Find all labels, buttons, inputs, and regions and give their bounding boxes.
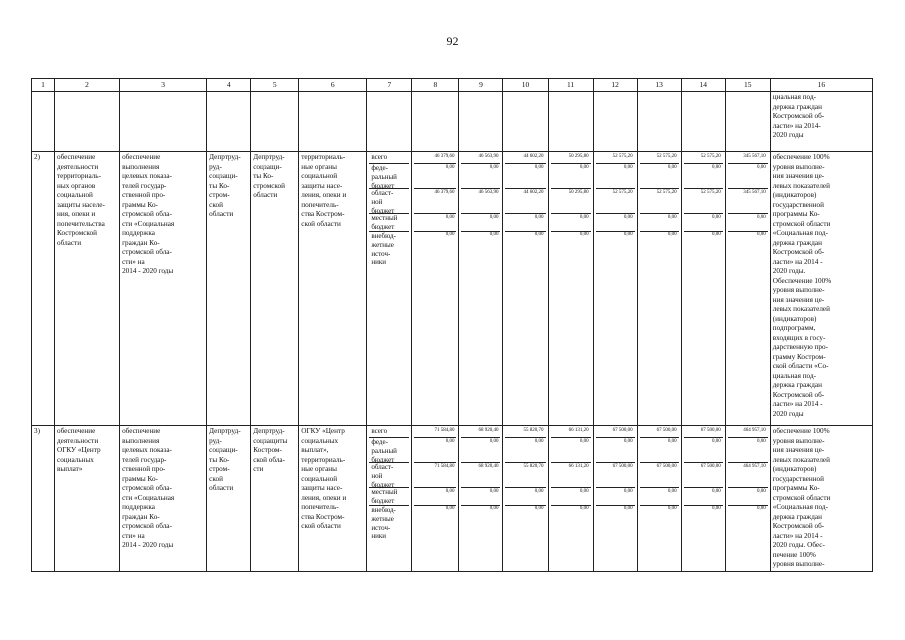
amount-value: 0,00 [505,164,545,189]
amount-value: 0,00 [579,232,589,237]
task-cell: обеспечение деятельности территориаль- ных органов социальной защиты населе- ния, опеки и попечительства Костромской области [55,152,120,426]
amount-value: 0,00 [684,164,723,189]
amount-value: 67 500,00 [684,463,723,488]
amount-value: 67 500,00 [640,427,679,438]
amount-cell [459,152,503,426]
amount-value: 0,00 [757,506,766,511]
continuation-row [32,92,873,152]
amount-value: 68 920,40 [461,463,500,488]
amount-value: 46 379,60 [414,153,456,164]
row-number: 2) [32,152,55,426]
amount-value: 0,00 [640,438,679,463]
amount-value: 464 957,10 [728,463,768,488]
amount-value: 0,00 [640,488,679,506]
program-table [31,78,873,572]
amount-value: 0,00 [461,164,500,189]
amount-cell [681,152,725,426]
amount-value: 0,00 [489,232,499,237]
column-number: 4 [207,79,251,92]
amount-value: 50 295,80 [551,153,591,164]
customer-cell: Депртруд- руд- соцзащи- ты Ко- стром- ской области [207,152,251,426]
amount-value: 345 567,10 [728,189,768,214]
amount-value: 67 500,00 [596,463,635,488]
amount-value: 46 563,90 [461,189,500,214]
amount-value: 0,00 [445,506,455,511]
task-cell: обеспечение деятельности ОГКУ «Центр социальных выплат» [55,426,120,572]
amount-value: 0,00 [640,214,679,232]
amount-cell [593,152,637,426]
amount-value: 0,00 [728,438,768,463]
amount-value: 0,00 [461,488,500,506]
funding-source-label: област- ной бюджет [369,463,409,488]
amount-value: 0,00 [551,488,591,506]
funding-source-label: всего [369,427,409,438]
column-number: 16 [770,79,872,92]
program-row [32,426,873,572]
coordinator-cell: Депртруд- соцзащи- ты Ко- стромской области [251,152,299,426]
amount-value: 0,00 [596,438,635,463]
amount-value: 67 500,00 [596,427,635,438]
column-number-row [32,79,873,92]
amount-value: 0,00 [596,164,635,189]
column-number: 7 [367,79,412,92]
amount-value: 0,00 [684,438,723,463]
coordinator-cell: Депртруд- соцзащиты Костром- ской обла- сти [251,426,299,572]
column-number: 11 [548,79,593,92]
amount-value: 0,00 [551,214,591,232]
amount-value: 0,00 [667,232,677,237]
amount-value: 52 575,20 [596,153,635,164]
amount-cell [459,426,503,572]
amount-cell [503,152,548,426]
funding-source-label: внебюд- жетные источ- ники [371,232,396,267]
amount-value: 0,00 [757,232,766,237]
column-number: 3 [120,79,207,92]
amount-value: 0,00 [684,214,723,232]
amount-value: 0,00 [551,164,591,189]
amount-value: 0,00 [461,438,500,463]
amount-value: 0,00 [711,506,721,511]
column-number: 5 [251,79,299,92]
column-number: 10 [503,79,548,92]
amount-value: 0,00 [623,506,633,511]
amount-value: 52 575,20 [596,189,635,214]
column-number: 2 [55,79,120,92]
amount-value: 71 584,80 [414,427,456,438]
amount-value: 0,00 [461,214,500,232]
amount-value: 0,00 [728,214,768,232]
event-cell: обеспечение выполнения целевых показа- телей государ- ственной про- граммы Ко- стромской обла- сти «Социальная поддержка граждан Ко- стромской обла- сти» на 2014 - 2020 годы [120,426,207,572]
column-number: 13 [637,79,681,92]
column-number: 9 [459,79,503,92]
amount-cell [637,152,681,426]
column-number: 12 [593,79,637,92]
amount-cell [681,426,725,572]
column-number: 6 [299,79,367,92]
funding-source-cell [367,152,412,426]
amount-value: 0,00 [623,232,633,237]
event-cell: обеспечение выполнения целевых показа- телей государ- ственной про- граммы Ко- стромской обла- сти «Социальная поддержка граждан Ко- стромской обла- сти» на 2014 - 2020 годы [120,152,207,426]
amount-value: 0,00 [684,488,723,506]
amount-value: 0,00 [505,438,545,463]
funding-source-label: местный бюджет [369,214,409,232]
amount-value: 0,00 [414,438,456,463]
amount-value: 0,00 [534,232,544,237]
amount-value: 0,00 [728,488,768,506]
amount-cell [503,426,548,572]
amount-value: 464 957,10 [728,427,768,438]
amount-value: 52 575,20 [640,189,679,214]
amount-value: 50 295,80 [551,189,591,214]
amount-value: 55 820,70 [505,427,545,438]
amount-value: 345 567,10 [728,153,768,164]
executor-cell: ОГКУ «Центр социальных выплат», территориаль- ные органы социальной защиты насе- ления, опеки и попечитель- ства Костром- ской области [299,426,367,572]
amount-value: 0,00 [667,506,677,511]
amount-value: 55 820,70 [505,463,545,488]
funding-source-label: феде- ральный бюджет [369,438,409,463]
amount-value: 52 575,20 [640,153,679,164]
program-row [32,152,873,426]
amount-value: 0,00 [596,214,635,232]
amount-value: 46 563,90 [461,153,500,164]
amount-value: 52 575,20 [684,153,723,164]
row-number: 3) [32,426,55,572]
amount-value: 67 500,00 [640,463,679,488]
continuation-text: циальная под- держка граждан Костромской об- ласти» на 2014- 2020 годы [770,92,872,152]
amount-value: 52 575,20 [684,189,723,214]
amount-value: 0,00 [711,232,721,237]
amount-value: 0,00 [534,506,544,511]
amount-value: 0,00 [579,506,589,511]
amount-cell [725,152,770,426]
expected-result-cell: обеспечение 100% уровня выполне- ния значения це- левых показателей (индикаторов) государственной программы Ко- стромской области «Социальная под- держка граждан Костромской об- ласти» на 2014 - 2020 годы. Обеспечение 100% уровня выполне- ния значения це- левых показателей (индикаторов) подпрограмм, входящих в госу- дарственную про- грамму Костром- ской области «Со- циальная под- держка граждан Костромской об- ласти» на 2014 - 2020 годы [770,152,872,426]
amount-cell [637,426,681,572]
amount-value: 0,00 [640,164,679,189]
amount-value: 71 584,80 [414,463,456,488]
amount-cell [412,426,459,572]
funding-source-label: област- ной бюджет [369,189,409,214]
amount-value: 0,00 [489,506,499,511]
amount-value: 0,00 [414,164,456,189]
customer-cell: Депртруд- руд- соцзащи- ты Ко- стром- ской области [207,426,251,572]
column-number: 1 [32,79,55,92]
column-number: 14 [681,79,725,92]
amount-cell [593,426,637,572]
funding-source-label: всего [369,153,409,164]
amount-cell [548,426,593,572]
amount-value: 0,00 [596,488,635,506]
amount-value: 0,00 [414,488,456,506]
amount-cell [548,152,593,426]
amount-cell [725,426,770,572]
executor-cell: территориаль- ные органы социальной защиты насе- ления, опеки и попечитель- ства Костром- ской области [299,152,367,426]
funding-source-cell [367,426,412,572]
amount-value: 0,00 [728,164,768,189]
amount-value: 68 920,40 [461,427,500,438]
amount-value: 0,00 [505,488,545,506]
amount-value: 44 602,20 [505,189,545,214]
expected-result-cell: обеспечение 100% уровня выполне- ния значения це- левых показателей (индикаторов) государственной программы Ко- стромской области «Социальная под- держка граждан Костромской об- ласти» на 2014 - 2020 годы. Обес- печение 100% уровня выполне- [770,426,872,572]
page-number: 92 [446,34,459,48]
amount-value: 0,00 [414,214,456,232]
amount-value: 44 602,20 [505,153,545,164]
amount-value: 0,00 [445,232,455,237]
column-number: 15 [725,79,770,92]
funding-source-label: феде- ральный бюджет [369,164,409,189]
amount-value: 67 500,00 [684,427,723,438]
column-number: 8 [412,79,459,92]
amount-value: 46 379,60 [414,189,456,214]
amount-value: 66 131,20 [551,427,591,438]
amount-value: 66 131,20 [551,463,591,488]
funding-source-label: местный бюджет [369,488,409,506]
amount-value: 0,00 [505,214,545,232]
funding-source-label: внебюд- жетные источ- ники [371,506,396,541]
amount-cell [412,152,459,426]
amount-value: 0,00 [551,438,591,463]
